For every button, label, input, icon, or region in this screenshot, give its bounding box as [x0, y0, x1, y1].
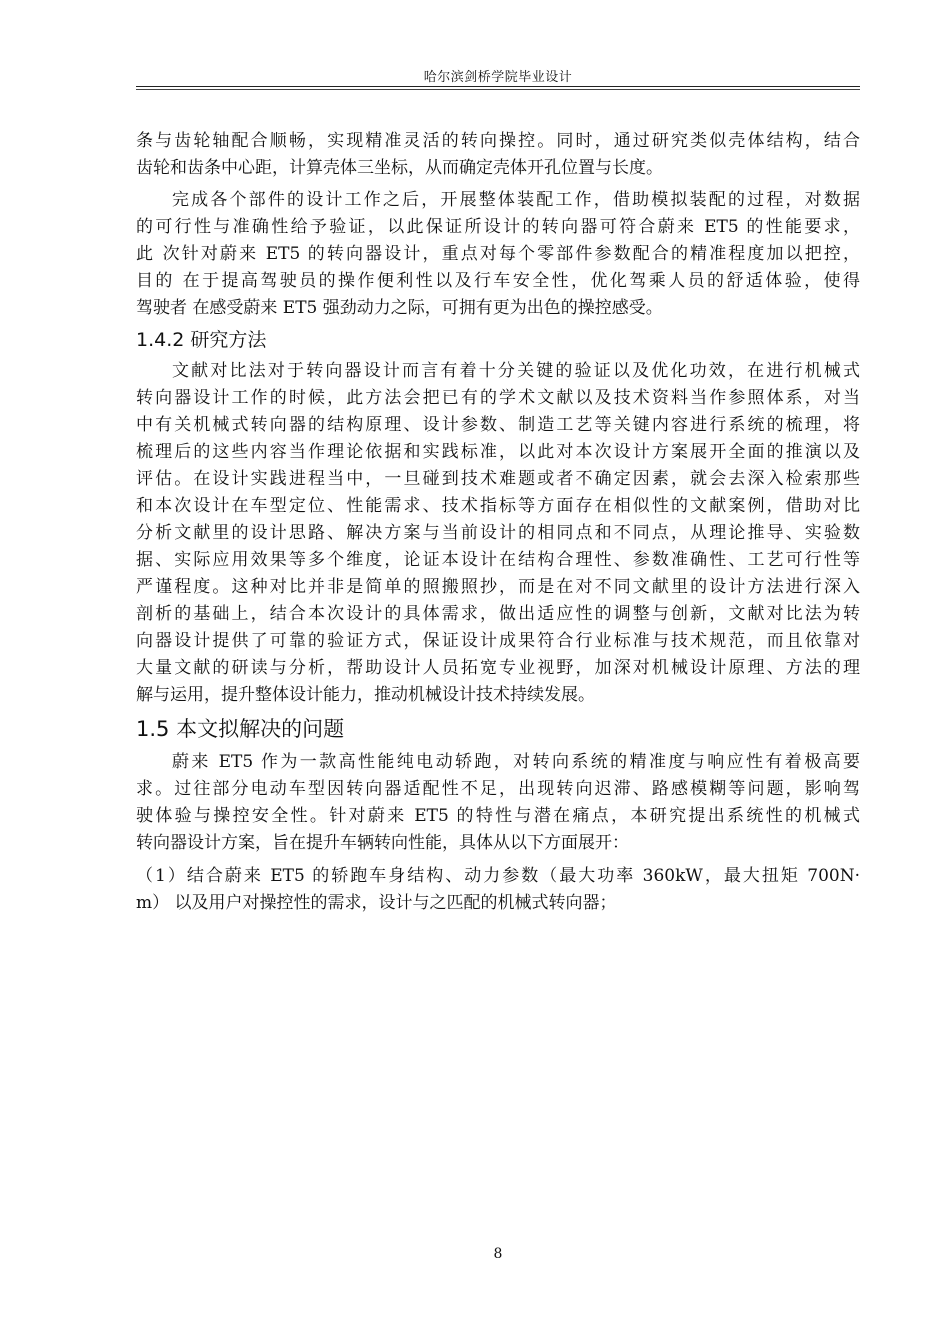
- page-header-title: 哈尔滨剑桥学院毕业设计: [423, 70, 573, 85]
- text-line: 据、实际应用效果等多个维度，论证本设计在结构合理性、参数准确性、工艺可行性等: [136, 550, 860, 570]
- list-item-1: [136, 863, 860, 917]
- text-line: 梳理后的这些内容当作理论依据和实践标准，以此对本次设计方案展开全面的推演以及: [136, 442, 860, 462]
- text-line: 文献对比法对于转向器设计而言有着十分关键的验证以及优化功效，在进行机械式: [172, 361, 860, 381]
- text-line: 此 次针对蔚来 ET5 的转向器设计，重点对每个零部件参数配合的精准程度加以把控，: [136, 244, 860, 264]
- text-line: 分析文献里的设计思路、解决方案与当前设计的相同点和不同点，从理论推导、实验数: [136, 523, 860, 543]
- text-line: 向器设计提供了可靠的验证方式，保证设计成果符合行业标准与技术规范，而且依靠对: [136, 631, 860, 651]
- paragraph-4: [136, 749, 860, 857]
- text-line: 完成各个部件的设计工作之后，开展整体装配工作，借助模拟装配的过程，对数据: [172, 190, 860, 210]
- text-line: 求。过往部分电动车型因转向器适配性不足，出现转向迟滞、路感模糊等问题，影响驾: [136, 779, 860, 799]
- page-number: 8: [493, 1246, 503, 1262]
- text-line: （1）结合蔚来 ET5 的轿跑车身结构、动力参数（最大功率 360kW，最大扭矩 700N·: [136, 866, 860, 886]
- page-body: [136, 128, 860, 917]
- paragraph-3: [136, 358, 860, 709]
- text-line: 严谨程度。这种对比并非是简单的照搬照抄，而是在对不同文献里的设计方法进行深入: [136, 577, 860, 597]
- text-line: 和本次设计在车型定位、性能需求、技术指标等方面存在相似性的文献案例，借助对比: [136, 496, 860, 516]
- text-line: 驶体验与操控安全性。针对蔚来 ET5 的特性与潜在痛点，本研究提出系统性的机械式: [136, 806, 860, 826]
- text-line: m） 以及用户对操控性的需求，设计与之匹配的机械式转向器；: [136, 893, 617, 913]
- paragraph-2: [136, 187, 860, 322]
- section-heading-1-5: 1.5 本文拟解决的问题: [136, 717, 345, 741]
- text-line: 大量文献的研读与分析，帮助设计人员拓宽专业视野，加深对机械设计原理、方法的理: [136, 658, 860, 678]
- text-line: 齿轮和齿条中心距，计算壳体三坐标，从而确定壳体开孔位置与长度。: [136, 158, 663, 178]
- text-line: 的可行性与准确性给予验证，以此保证所设计的转向器可符合蔚来 ET5 的性能要求，: [136, 217, 860, 237]
- section-heading-1-4-2: 1.4.2 研究方法: [136, 329, 267, 351]
- text-line: 驾驶者 在感受蔚来 ET5 强劲动力之际，可拥有更为出色的操控感受。: [136, 298, 663, 318]
- text-line: 条与齿轮轴配合顺畅，实现精准灵活的转向操控。同时，通过研究类似壳体结构，结合: [136, 131, 860, 151]
- header-rule: [136, 86, 860, 87]
- text-line: 目的 在于提高驾驶员的操作便利性以及行车安全性，优化驾乘人员的舒适体验，使得: [136, 271, 860, 291]
- text-line: 解与运用，提升整体设计能力，推动机械设计技术持续发展。: [136, 685, 595, 705]
- text-line: 转向器设计方案，旨在提升车辆转向性能，具体从以下方面展开：: [136, 833, 629, 853]
- text-line: 评估。在设计实践进程当中，一旦碰到技术难题或者不确定因素，就会去深入检索那些: [136, 469, 860, 489]
- text-line: 中有关机械式转向器的结构原理、设计参数、制造工艺等关键内容进行系统的梳理，将: [136, 415, 860, 435]
- text-line: 转向器设计工作的时候，此方法会把已有的学术文献以及技术资料当作参照体系，对当: [136, 388, 860, 408]
- text-line: 剖析的基础上，结合本次设计的具体需求，做出适应性的调整与创新，文献对比法为转: [136, 604, 860, 624]
- header-rule-thin: [136, 89, 860, 90]
- text-line: 蔚来 ET5 作为一款高性能纯电动轿跑，对转向系统的精准度与响应性有着极高要: [172, 752, 860, 772]
- paragraph-1: [136, 128, 860, 182]
